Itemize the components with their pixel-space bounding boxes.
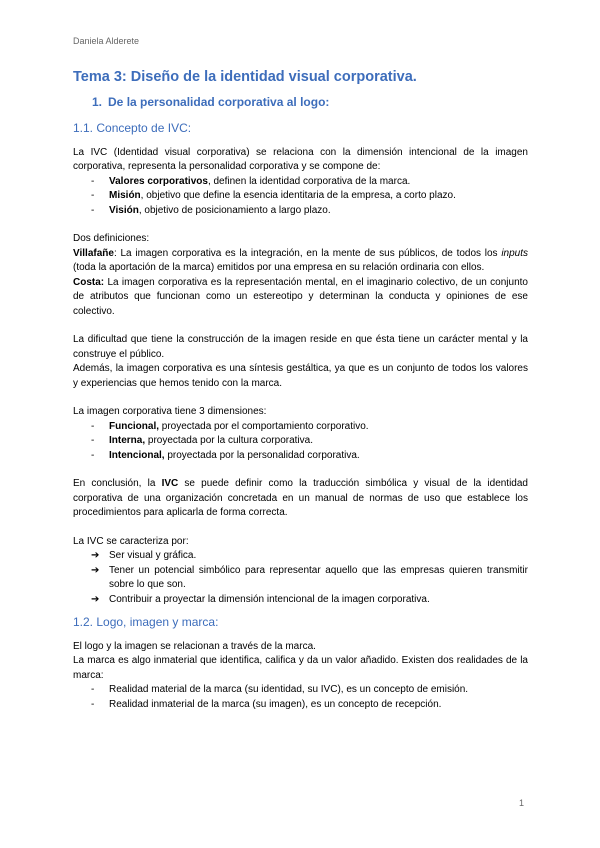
dash-marker: - — [91, 204, 95, 216]
item-text: , objetivo de posicionamiento a largo plazo. — [138, 204, 331, 216]
gestalt-paragraph: Además, la imagen corporativa es una síntesis gestáltica, ya que es un conjunto de todos los valores y experiencias que hemos tenido con la marca. — [73, 363, 528, 389]
dimensions-intro: La imagen corporativa tiene 3 dimensiones: — [73, 406, 267, 417]
list-item — [91, 434, 528, 449]
document-title: Tema 3: Diseño de la identidad visual corporativa. — [73, 69, 417, 85]
list-item — [91, 683, 528, 698]
item-text: Tener un potencial simbólico para representar aquello que las empresas quieren transmitir sobre lo que son. — [109, 564, 528, 590]
logo-paragraph: El logo y la imagen se relacionan a través de la marca. — [73, 640, 316, 652]
dimensions-list — [73, 420, 528, 464]
costa-definition — [73, 276, 528, 320]
item-text: proyectada por la personalidad corporativa. — [164, 449, 360, 461]
item-text: Realidad material de la marca (su identidad, su IVC), es un concepto de emisión. — [109, 684, 469, 695]
list-item — [91, 549, 528, 564]
author-name: Villafañe — [73, 247, 114, 259]
item-term: Valores corporativos — [109, 175, 208, 187]
list-item — [91, 593, 528, 608]
list-item — [91, 698, 528, 713]
dash-marker: - — [91, 435, 95, 446]
italic-term: inputs — [501, 247, 528, 259]
document-body — [73, 70, 528, 712]
villafane-definition — [73, 247, 528, 276]
subsection-heading-1-2: 1.2. Logo, imagen y marca: — [73, 615, 219, 629]
list-item — [91, 204, 528, 219]
definition-text: La imagen corporativa es la representación mental, en el imaginario colectivo, de un conjunto de atributos que funcionan como un estereotipo y determinan la conducta y opiniones de ese colectivo. — [73, 276, 528, 317]
author-name: Costa: — [73, 276, 105, 288]
item-term: Funcional, — [109, 420, 159, 432]
section-heading-1 — [92, 95, 528, 110]
item-term: Intencional, — [109, 449, 165, 461]
item-text: Ser visual y gráfica. — [109, 550, 197, 561]
subsection-heading-1-1: 1.1. Concepto de IVC: — [73, 121, 192, 135]
ivc-intro: La IVC (Identidad visual corporativa) se relaciona con la dimensión intencional de la imagen corporativa, representa la personalidad corporativa y se compone de: — [73, 146, 528, 172]
brand-paragraph: La marca es algo inmaterial que identifica, califica y da un valor añadido. Existen dos realidades de la marca: — [73, 655, 528, 681]
dash-marker: - — [91, 420, 95, 432]
list-item — [91, 420, 528, 435]
brand-realities-list — [73, 683, 528, 712]
list-item — [91, 449, 528, 464]
author-header: Daniela Alderete — [73, 36, 140, 46]
section-number: 1. — [92, 94, 103, 109]
definitions-label: Dos definiciones: — [73, 233, 150, 244]
item-text: Realidad inmaterial de la marca (su imagen), es un concepto de recepción. — [109, 698, 442, 710]
page-number: 1 — [518, 798, 524, 808]
ivc-components-list — [73, 175, 528, 219]
dash-marker: - — [91, 190, 95, 201]
conclusion-text: se puede definir como la traducción simbólica y visual de la identidad corporativa de una organización concretada en un manual de normas de uso que establece los procedimientos para aplicarla de forma correcta. — [73, 478, 528, 518]
item-text: proyectada por el comportamiento corporativo. — [159, 420, 369, 432]
conclusion-paragraph — [73, 477, 528, 521]
arrow-icon: ➔ — [91, 593, 100, 605]
dash-marker: - — [91, 684, 95, 695]
conclusion-text: En conclusión, la — [73, 478, 162, 489]
dash-marker: - — [91, 698, 95, 710]
dash-marker: - — [91, 175, 95, 187]
characteristics-list — [73, 549, 528, 607]
item-text: Contribuir a proyectar la dimensión intencional de la imagen corporativa. — [109, 593, 430, 605]
list-item — [91, 175, 528, 190]
item-text: , objetivo que define la esencia identitaria de la empresa, a corto plazo. — [140, 190, 456, 201]
ivc-term: IVC — [161, 478, 179, 489]
definition-text: : La imagen corporativa es la integración, en la mente de sus públicos, de todos los — [113, 247, 502, 259]
dash-marker: - — [91, 449, 95, 461]
item-term: Misión — [109, 190, 141, 201]
list-item — [91, 189, 528, 204]
item-text: , definen la identidad corporativa de la marca. — [207, 175, 411, 187]
section-heading-text: De la personalidad corporativa al logo: — [108, 94, 330, 109]
item-text: proyectada por la cultura corporativa. — [145, 435, 313, 446]
arrow-icon: ➔ — [91, 550, 100, 561]
difficulty-paragraph: La dificultad que tiene la construcción de la imagen reside en que ésta tiene un carácter mental y la construye el público. — [73, 334, 528, 360]
list-item — [91, 564, 528, 593]
item-term: Interna, — [109, 435, 146, 446]
characteristics-intro: La IVC se caracteriza por: — [73, 535, 189, 547]
definition-text: (toda la aportación de la marca) emitidos por una empresa en su relación ordinaria con ellos. — [73, 262, 485, 273]
item-term: Visión — [109, 204, 139, 216]
arrow-icon: ➔ — [91, 564, 100, 576]
